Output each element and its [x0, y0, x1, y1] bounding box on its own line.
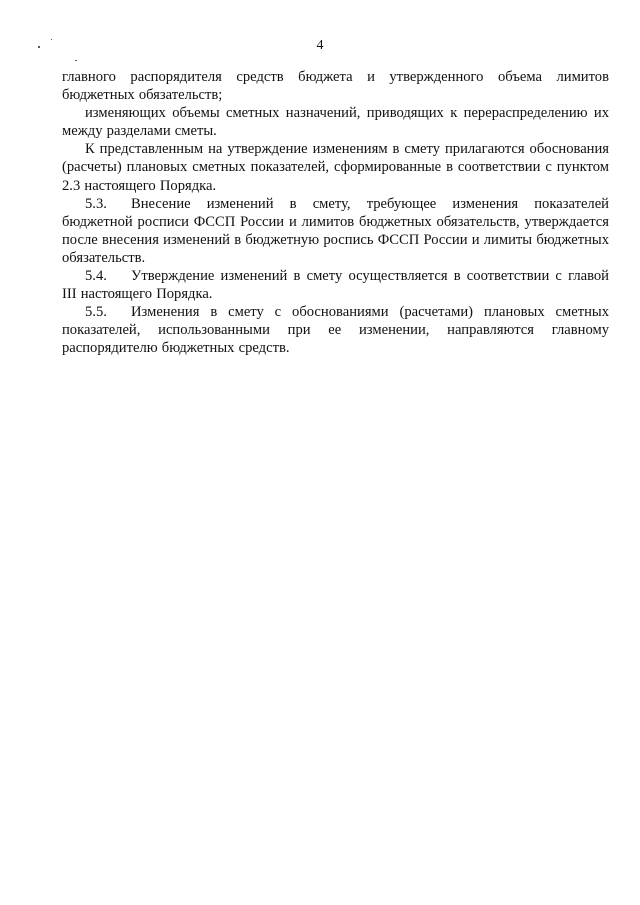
document-body: [62, 68, 609, 358]
paragraph-budget-allocation-changes: [62, 104, 609, 140]
paragraph-number: 5.5.: [85, 304, 107, 321]
paragraph-attachments: [62, 140, 609, 194]
paragraph-continuation: [62, 68, 609, 104]
page-number: 4: [316, 38, 324, 53]
paragraph-text: Внесение изменений в смету, требующее изменения показателей бюджетной росписи ФССП России и лимитов бюджетных обязательств, утверждается после внесения изменений в бюджетную роспись ФССП России и лимиты бюджетных обязательств.: [62, 195, 609, 266]
paragraph-text: главного распорядителя средств бюджета и утвержденного объема лимитов бюджетных обязательств;: [62, 69, 609, 104]
paragraph-number: 5.4.: [85, 268, 107, 285]
paragraph-number: 5.3.: [85, 195, 107, 212]
scan-artifact: [75, 60, 77, 61]
paragraph-5-3: [62, 195, 609, 267]
paragraph-5-4: [62, 267, 609, 303]
paragraph-text: К представленным на утверждение изменениям в смету прилагаются обоснования (расчеты) плановых сметных показателей, сформированные в соответствии с пунктом 2.3 настоящего Порядка.: [62, 141, 609, 194]
paragraph-5-5: [62, 303, 609, 357]
paragraph-text: Изменения в смету с обоснованиями (расчетами) плановых сметных показателей, использованными при ее изменении, направляются главному распорядителю бюджетных средств.: [62, 304, 609, 357]
paragraph-text: изменяющих объемы сметных назначений, приводящих к перераспределению их между разделами сметы.: [62, 105, 609, 140]
paragraph-text: Утверждение изменений в смету осуществляется в соответствии с главой III настоящего Порядка.: [62, 268, 609, 303]
